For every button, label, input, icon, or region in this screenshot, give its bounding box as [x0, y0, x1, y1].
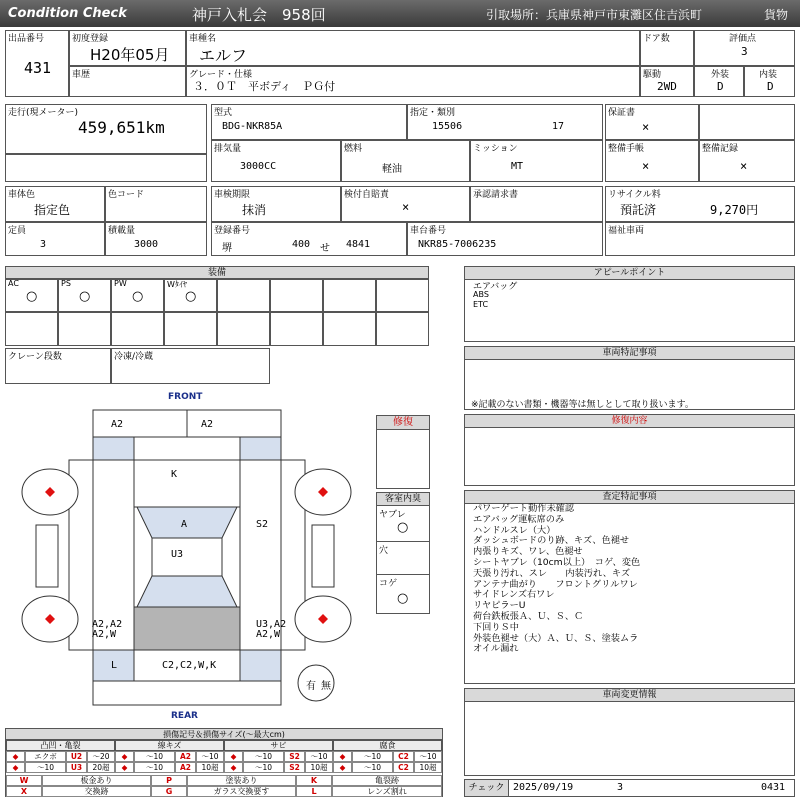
maint-book-value: × — [642, 159, 650, 173]
color-code-label: 色コード — [108, 190, 145, 200]
recycle-fee: 9,270円 — [710, 203, 759, 217]
category-label: 貨物 — [764, 8, 789, 22]
legend-code-cell: X — [6, 786, 42, 797]
recycle-label: リサイクル料 — [608, 190, 661, 200]
maint-book-cell — [605, 140, 699, 182]
grade-value: ３．０Ｔ 平ボディ ＰＧ付 — [193, 80, 336, 93]
equipment-label: Wﾀｲﾔ — [167, 280, 187, 289]
chassis-cell — [407, 222, 603, 256]
equipment-cell — [323, 312, 376, 346]
capacity-cell — [5, 222, 105, 256]
inspection-note-line: パワーゲート動作未確認 — [473, 503, 575, 514]
legend-code-cell: G — [151, 786, 187, 797]
type-value-a: 15506 — [432, 121, 463, 132]
legend-cell: 〜10 — [196, 751, 224, 762]
equipment-cell — [323, 278, 376, 312]
inspection-note-line: ハンドルスレ（大） — [473, 524, 556, 536]
special-note: ※記載のない書類・機器等は無しとして取り扱います。 — [471, 400, 694, 410]
car-name-cell — [186, 30, 640, 66]
odor-title: 客室内臭 — [377, 493, 429, 506]
model-value: BDG-NKR85A — [222, 121, 283, 132]
plate-label: 登録番号 — [214, 226, 251, 236]
interior-cell — [744, 66, 795, 97]
insurance-cell — [341, 186, 470, 222]
odor-item-1-mark: ○ — [397, 520, 409, 535]
chassis-label: 車台番号 — [410, 226, 447, 236]
legend-cell: A2 — [175, 751, 196, 762]
inspection-note-line: 内張りキズ、ワレ、色褪せ — [473, 546, 583, 558]
equipment-cell — [270, 278, 323, 312]
legend-title: 損傷記号＆損傷サイズ(〜最大cm) — [6, 729, 442, 740]
capacity-value: 3 — [40, 239, 47, 250]
legend-cell: エクボ — [25, 751, 66, 762]
mark-a2-left: A2 — [111, 419, 124, 430]
equipment-mark: ○ — [132, 289, 144, 304]
rating-value: 3 — [741, 45, 748, 58]
legend-group-header: 腐食 — [333, 740, 442, 751]
load-value: 3000 — [134, 239, 159, 250]
equipment-cell — [217, 278, 270, 312]
mark-rear-bottom: C2,C2,W,K — [162, 660, 217, 671]
legend-code-cell: ガラス交換要す — [187, 786, 296, 797]
inspection-note-line: アンテナ曲がり フロントグリルワレ — [473, 578, 638, 590]
equipment-cell — [111, 278, 164, 312]
check-date: 2025/09/19 — [513, 782, 574, 793]
exterior-value: D — [717, 80, 724, 93]
warranty-value: × — [642, 120, 650, 134]
legend-cell: 〜10 — [134, 751, 175, 762]
mark-s2: S2 — [256, 519, 269, 530]
equipment-cell — [5, 278, 58, 312]
inspection-note-line: 天張り汚れ、スレ 内装汚れ、キズ — [473, 567, 631, 579]
crane-label: クレーン段数 — [8, 352, 62, 362]
equipment-title: 装備 — [6, 267, 428, 280]
legend-cell: 〜10 — [305, 751, 333, 762]
legend-cell: U3 — [66, 762, 87, 773]
maint-record-value: × — [740, 159, 748, 173]
yuumu-yes: 有 — [306, 681, 316, 692]
maint-record-cell — [699, 140, 795, 182]
legend-code-cell: 亀裂跡 — [332, 775, 442, 786]
inspection-cell — [211, 186, 341, 222]
type-value-b: 17 — [552, 121, 565, 132]
lot-number: 431 — [24, 59, 52, 77]
mark-rear-left: A2,A2 A2,W — [92, 619, 123, 640]
color-cell — [5, 186, 105, 222]
equipment-label: AC — [8, 279, 19, 288]
mileage-sub-cell — [5, 154, 207, 182]
legend-cell: 〜20 — [87, 751, 115, 762]
model-cell — [211, 104, 407, 140]
type-label: 指定・類別 — [410, 108, 456, 118]
legend-cell: 10超 — [305, 762, 333, 773]
plate-kana: せ — [320, 243, 330, 254]
check-number: 0431 — [761, 782, 786, 793]
odor-item-3-label: コゲ — [379, 579, 398, 589]
legend-cell: 〜10 — [414, 751, 442, 762]
first-reg-label: 初度登録 — [72, 34, 109, 44]
legend-group-header: 線キズ — [115, 740, 224, 751]
equipment-label: PS — [61, 279, 71, 288]
history-cell — [69, 66, 186, 97]
legend-cell: ◆ — [224, 762, 243, 773]
displacement-cell — [211, 140, 341, 182]
inspection-note-line: シートヤブレ（10cm以上） コゲ、変色 — [473, 556, 641, 568]
drive-cell — [640, 66, 694, 97]
brand-title: Condition Check — [8, 6, 127, 21]
displacement-label: 排気量 — [214, 144, 242, 154]
interior-value: D — [767, 80, 774, 93]
legend-cell: ◆ — [6, 762, 25, 773]
color-code-cell — [105, 186, 207, 222]
legend-code-cell: K — [296, 775, 332, 786]
equipment-cell — [5, 312, 58, 346]
odor-box — [376, 492, 430, 614]
mark-a: A — [181, 519, 188, 530]
legend-cell: 〜10 — [25, 762, 66, 773]
history-label: 車歴 — [72, 70, 91, 80]
legend-cell: 〜10 — [134, 762, 175, 773]
legend-cell: S2 — [284, 751, 305, 762]
fuel-cell — [341, 140, 470, 182]
odor-item-1-label: ヤブレ — [379, 510, 406, 520]
legend-cell: ◆ — [115, 762, 134, 773]
inspection-note-line: 荷台鉄板張Ａ、Ｕ、Ｓ、Ｃ — [473, 610, 584, 622]
fuel-label: 燃料 — [344, 144, 363, 154]
special-title: 車両特記事項 — [465, 347, 794, 360]
appeal-panel — [464, 266, 795, 342]
maint-record-label: 整備記録 — [702, 144, 739, 154]
exterior-label: 外装 — [711, 70, 730, 80]
maint-book-label: 整備手帳 — [608, 144, 645, 154]
plate-cell — [211, 222, 407, 256]
appeal-line-3: ETC — [473, 300, 489, 309]
mileage-value: 459,651km — [78, 118, 165, 137]
crane-cell — [5, 348, 111, 384]
inspection-note-line: リヤピラーU — [473, 600, 526, 612]
exterior-cell — [694, 66, 744, 97]
legend-code-cell: L — [296, 786, 332, 797]
inspection-notes-title: 査定特記事項 — [465, 491, 794, 504]
welfare-label: 福祉車両 — [608, 226, 645, 236]
car-name-value: エルフ — [199, 46, 248, 65]
legend-cell: 10超 — [414, 762, 442, 773]
inspection-label: 車検期限 — [214, 190, 251, 200]
displacement-value: 3000CC — [240, 161, 277, 172]
equipment-cell — [111, 312, 164, 346]
special-panel — [464, 346, 795, 410]
equipment-cell — [164, 278, 217, 312]
first-reg-value: H20年05月 — [90, 46, 170, 64]
appeal-line-2: ABS — [473, 290, 489, 299]
legend-code-cell: P — [151, 775, 187, 786]
legend-code-cell: W — [6, 775, 42, 786]
legend-cell: A2 — [175, 762, 196, 773]
appeal-title: アピールポイント — [465, 267, 794, 280]
warranty-label: 保証書 — [608, 108, 636, 118]
mileage-cell — [5, 104, 207, 154]
grade-cell — [186, 66, 640, 97]
legend-cell: 〜10 — [352, 751, 393, 762]
inspection-note-line: サイドレンズ右ワレ — [473, 589, 555, 601]
equipment-label: PW — [114, 279, 127, 288]
welfare-cell — [605, 222, 795, 256]
type-cell — [407, 104, 603, 140]
inspection-note-line: エアバッグ運転席のみ — [473, 513, 565, 525]
equipment-cell — [376, 278, 429, 312]
legend-cell: ◆ — [115, 751, 134, 762]
legend-cell: 〜10 — [243, 762, 284, 773]
inspection-note-line: オイル漏れ — [473, 643, 519, 655]
warranty-blank — [699, 104, 795, 140]
fuel-value: 軽油 — [382, 164, 402, 175]
doors-label: ドア数 — [643, 34, 670, 44]
insurance-label: 検付自賠責 — [344, 190, 390, 200]
legend-code-cell: レンズ割れ — [332, 786, 442, 797]
auction-title: 神戸入札会 958回 — [192, 6, 326, 24]
odor-item-3-mark: ○ — [397, 591, 409, 606]
legend-cell: S2 — [284, 762, 305, 773]
legend-code-cell: 交換跡 — [42, 786, 151, 797]
legend-group-header: サビ — [224, 740, 333, 751]
inspection-value: 抹消 — [242, 203, 267, 217]
rear-label: REAR — [171, 711, 198, 721]
legend-cell: 10超 — [196, 762, 224, 773]
lot-cell — [5, 30, 69, 97]
legend-cell: C2 — [393, 762, 414, 773]
car-name-label: 車種名 — [189, 34, 217, 44]
mark-rear-right: U3,A2 A2,W — [256, 619, 287, 640]
odor-item-1 — [377, 506, 429, 542]
mission-value: MT — [511, 161, 524, 172]
check-bar — [464, 779, 795, 797]
legend-cell: U2 — [66, 751, 87, 762]
legend-cell: 20超 — [87, 762, 115, 773]
mark-u3: U3 — [171, 549, 184, 560]
legend-code-cell: 塗装あり — [187, 775, 296, 786]
lot-label: 出品番号 — [8, 34, 45, 44]
mission-label: ミッション — [473, 144, 518, 154]
check-label: チェック — [465, 780, 509, 796]
legend-cell: ◆ — [6, 751, 25, 762]
recycle-cell — [605, 186, 795, 222]
equipment-cell — [376, 312, 429, 346]
repair-box — [376, 415, 430, 489]
legend-group-header: 凸凹・亀裂 — [6, 740, 115, 751]
equipment-cell — [270, 312, 323, 346]
plate-class: 400 — [292, 239, 311, 250]
equipment-mark: ○ — [79, 289, 91, 304]
equipment-mark: ○ — [26, 289, 38, 304]
approval-label: 承認請求書 — [473, 190, 519, 200]
equipment-cell — [164, 312, 217, 346]
appeal-line-1: エアバッグ — [473, 282, 518, 292]
inspection-note-line: 下回りＳ中 — [473, 621, 519, 633]
mark-a2-right: A2 — [201, 419, 214, 430]
first-reg-cell — [69, 30, 186, 66]
freezer-cell — [111, 348, 270, 384]
plate-area: 堺 — [222, 243, 232, 254]
drive-label: 駆動 — [643, 70, 662, 80]
grade-label: グレード・仕様 — [189, 70, 253, 80]
equipment-cell — [58, 312, 111, 346]
mark-l: L — [111, 660, 118, 671]
front-label: FRONT — [168, 392, 203, 402]
legend-cell: 〜10 — [352, 762, 393, 773]
equipment-mark: ○ — [185, 289, 197, 304]
doors-cell — [640, 30, 694, 66]
rating-cell — [694, 30, 795, 66]
load-label: 積載量 — [108, 226, 136, 236]
repair-panel — [464, 414, 795, 486]
change-info-panel — [464, 688, 795, 776]
repair-box-label: 修復 — [377, 416, 429, 430]
insurance-value: × — [402, 200, 410, 214]
equipment-cell — [58, 278, 111, 312]
inspection-note-line: ダッシュボードのり跡、キズ、色褪せ — [473, 535, 630, 547]
load-cell — [105, 222, 207, 256]
interior-label: 内装 — [759, 70, 778, 80]
mark-k: K — [171, 469, 178, 480]
drive-value: 2WD — [657, 80, 677, 93]
inspection-notes-list — [473, 504, 640, 655]
odor-item-3 — [377, 575, 429, 613]
check-count: 3 — [617, 782, 624, 793]
model-label: 型式 — [214, 108, 233, 118]
capacity-label: 定員 — [8, 226, 27, 236]
change-info-title: 車両変更情報 — [465, 689, 794, 702]
inspection-notes-panel — [464, 490, 795, 684]
legend-cell: ◆ — [333, 762, 352, 773]
legend-code-cell: 板金あり — [42, 775, 151, 786]
legend-cell: C2 — [393, 751, 414, 762]
color-value: 指定色 — [34, 203, 71, 217]
inspection-note-line: 外装色褪せ（大）Ａ、Ｕ、Ｓ、塗装ムラ — [473, 632, 639, 644]
rating-label: 評価点 — [729, 34, 757, 44]
legend-cell: 〜10 — [243, 751, 284, 762]
yuumu-no: 無 — [321, 681, 331, 692]
odor-item-2-label: 穴 — [379, 546, 389, 556]
mission-cell — [470, 140, 603, 182]
chassis-value: NKR85-7006235 — [418, 239, 497, 250]
mileage-label: 走行(現メーター) — [8, 108, 79, 118]
approval-cell — [470, 186, 603, 222]
odor-item-2 — [377, 542, 429, 575]
plate-number: 4841 — [346, 239, 371, 250]
legend-cell: ◆ — [224, 751, 243, 762]
warranty-cell — [605, 104, 699, 140]
repair-title: 修復内容 — [465, 415, 794, 428]
recycle-status: 預託済 — [620, 203, 657, 217]
freezer-label: 冷凍/冷蔵 — [114, 352, 154, 362]
color-label: 車体色 — [8, 190, 36, 200]
legend-cell: ◆ — [333, 751, 352, 762]
pickup-location: 引取場所：兵庫県神戸市東灘区住吉浜町 — [486, 8, 703, 22]
equipment-cell — [217, 312, 270, 346]
